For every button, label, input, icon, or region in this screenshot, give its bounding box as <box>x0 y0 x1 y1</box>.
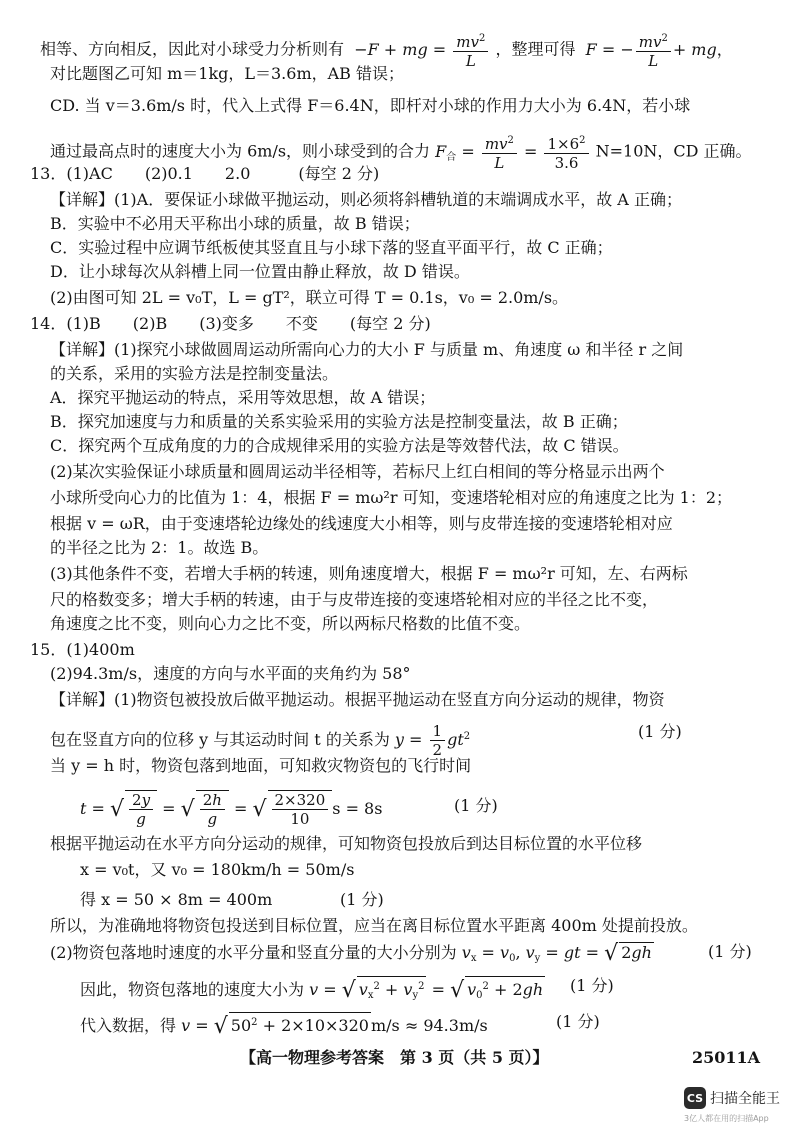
text-line <box>50 722 470 759</box>
text-line: (2)由图可知 2L = v₀T，L = gT²，联立可得 T = 0.1s，v₀ = 2.0m/s。 <box>50 288 569 307</box>
text-line: C．实验过程中应调节纸板使其竖直且与小球下落的竖直平面平行，故 C 正确； <box>50 238 613 257</box>
text-line: B．探究加速度与力和质量的关系实验采用的实验方法是控制变量法，故 B 正确； <box>50 412 628 431</box>
answer-14: 14．(1)B (2)B (3)变多 不变 (每空 2 分) <box>30 314 431 333</box>
equation: −F + mg = $\frac{mv^2}{L}$ <box>349 40 490 59</box>
text-line: 的半径之比为 2：1。故选 B。 <box>50 538 269 557</box>
text-line <box>80 1012 488 1037</box>
text-segment: N=10N，CD 正确。 <box>595 141 752 161</box>
text-line: 尺的格数变多；增大手柄的转速，由于与皮带连接的变速塔轮相对应的半径之比不变， <box>50 590 659 609</box>
text-line: C．探究两个互成角度的力的合成规律采用的实验方法是等效替代法，故 C 错误。 <box>50 436 629 455</box>
text-segment: 通过最高点时的速度大小为 6m/s，则小球受到的合力 <box>50 141 431 161</box>
text-line <box>50 942 654 969</box>
answer-15: 15．(1)400m <box>30 640 135 659</box>
text-line <box>80 976 545 1006</box>
equation: t = √ $\frac{2y}{g}$ = √ $\frac{2h}{g}$ = √ $\frac{2\times 320}{10}$ s = 8s <box>80 791 383 828</box>
text-line: 小球所受向心力的比值为 1：4，根据 F = mω²r 可知，变速塔轮相对应的角速度之比为 1：2； <box>50 488 733 507</box>
text-line: 根据 v = ωR，由于变速塔轮边缘处的线速度大小相等，则与皮带连接的变速塔轮相对应 <box>50 514 673 533</box>
text-line: 当 y = h 时，物资包落到地面，可知救灾物资包的飞行时间 <box>50 756 472 775</box>
text-line: x = v₀t，又 v₀ = 180km/h = 50m/s <box>80 860 355 879</box>
text-line: CD. 当 v＝3.6m/s 时，代入上式得 F＝6.4N，即杆对小球的作用力大小为 6.4N，若小球 <box>50 96 691 115</box>
text-line: A．探究平抛运动的特点，采用等效思想，故 A 错误； <box>50 388 436 407</box>
paper-code: 25011A <box>692 1048 761 1067</box>
text-line: (2)94.3m/s，速度的方向与水平面的夹角约为 58° <box>50 664 411 683</box>
scanner-watermark <box>684 1087 780 1109</box>
score-note: (1 分) <box>556 1012 600 1031</box>
text-line: 【详解】(1)A．要保证小球做平抛运动，则必须将斜槽轨道的末端调成水平，故 A 正确； <box>50 190 682 209</box>
text-line: 的关系，采用的实验方法是控制变量法。 <box>50 364 339 383</box>
equation: $v_x = v_0$, $v_y$ = gt = √ 2gh <box>461 941 652 966</box>
equation: $F_合$ = $\frac{mv^2}{L}$ = $\frac{1\times 6^2}{3.6}$ <box>435 142 590 161</box>
text-segment: 包在竖直方向的位移 y 与其运动时间 t 的关系为 <box>50 730 390 749</box>
text-segment: 相等、方向相反，因此对小球受力分析则有 <box>40 39 345 59</box>
score-note: (1 分) <box>638 722 682 741</box>
equation: v = √ $50^2 + 2\times 10\times 320$ m/s ≈ 94.3m/s <box>181 1014 488 1039</box>
equation: F = − $\frac{mv^2}{L}$ + mg， <box>581 40 733 59</box>
page-footer: 【高一物理参考答案 第 3 页（共 5 页）】 <box>240 1048 549 1067</box>
watermark-name: 扫描全能王 <box>710 1091 780 1107</box>
text-segment: 因此，物资包落地的速度大小为 <box>80 980 305 999</box>
text-segment: (2)物资包落地时速度的水平分量和竖直分量的大小分别为 <box>50 943 457 962</box>
text-line: 【详解】(1)物资包被投放后做平抛运动。根据平抛运动在竖直方向分运动的规律，物资 <box>50 690 665 709</box>
score-note: (1 分) <box>454 796 498 815</box>
text-line: (3)其他条件不变，若增大手柄的转速，则角速度增大，根据 F = mω²r 可知，左、右两标 <box>50 564 688 583</box>
text-line: B．实验中不必用天平称出小球的质量，故 B 错误； <box>50 214 420 233</box>
score-note: (1 分) <box>570 976 614 995</box>
text-line: 所以，为准确地将物资包投送到目标位置，应当在离目标位置水平距离 400m 处提前投放。 <box>50 916 698 935</box>
text-line: (2)某次实验保证小球质量和圆周运动半径相等，若标尺上红白相间的等分格显示出两个 <box>50 462 665 481</box>
text-line: 【详解】(1)探究小球做圆周运动所需向心力的大小 F 与质量 m、角速度 ω 和半径 r 之间 <box>50 340 684 359</box>
text-line: 得 x = 50 × 8m = 400m <box>80 890 273 909</box>
text-segment: 代入数据，得 <box>80 1016 177 1035</box>
text-line: 角速度之比不变，则向心力之比不变，所以两标尺格数的比值不变。 <box>50 614 531 633</box>
text-line: D．让小球每次从斜槽上同一位置由静止释放，故 D 错误。 <box>50 262 470 281</box>
text-line: 根据平抛运动在水平方向分运动的规律，可知物资包投放后到达目标位置的水平位移 <box>50 834 643 853</box>
score-note: (1 分) <box>340 890 384 909</box>
watermark-tagline: 3亿人都在用的扫描App <box>684 1114 769 1123</box>
answer-13: 13．(1)AC (2)0.1 2.0 (每空 2 分) <box>30 164 380 183</box>
text-line: 对比题图乙可知 m＝1kg，L＝3.6m，AB 错误； <box>50 64 405 83</box>
score-note: (1 分) <box>708 942 752 961</box>
text-segment: ，整理可得 <box>495 39 576 59</box>
equation: v = √ $v_x^2 + v_y^2$ = √ $v_0^2 + 2gh$ <box>309 980 545 999</box>
equation: y = $\frac{1}{2}$ $gt^2$ <box>394 722 471 759</box>
camscanner-logo-icon: CS <box>684 1087 706 1109</box>
